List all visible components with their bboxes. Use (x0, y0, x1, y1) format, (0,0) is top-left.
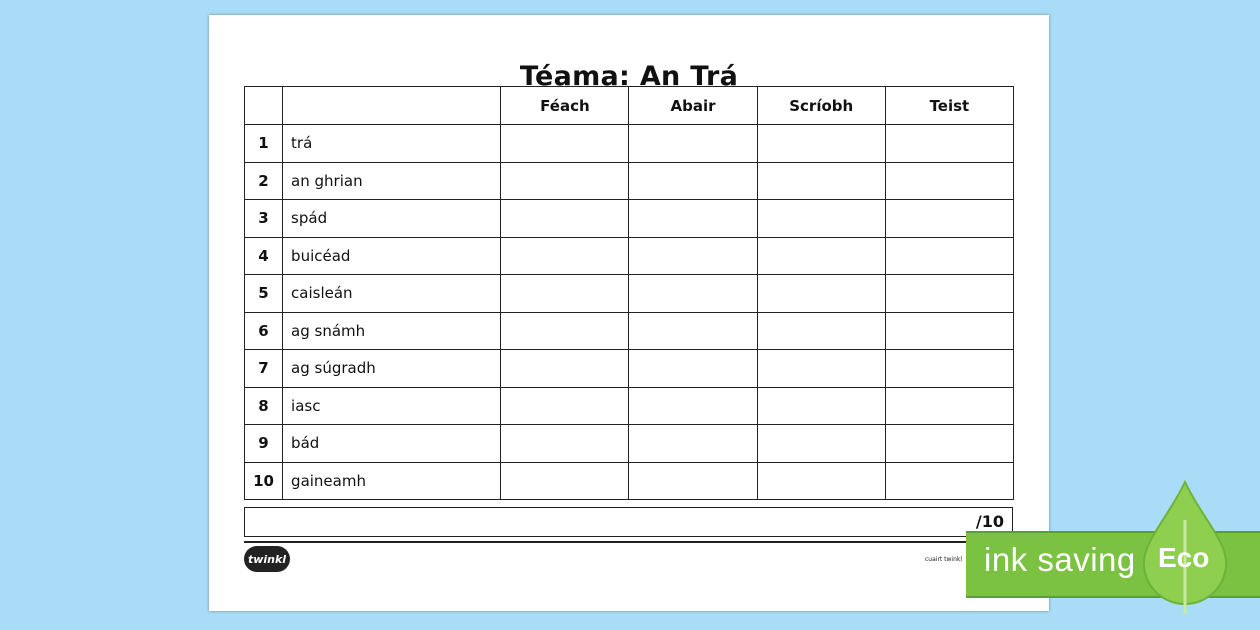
cell-abair[interactable] (629, 162, 757, 200)
score-box (244, 507, 1013, 537)
cell-abair[interactable] (629, 200, 757, 238)
table-row (245, 312, 1014, 350)
cell-feach[interactable] (501, 387, 629, 425)
cell-abair[interactable] (629, 275, 757, 313)
cell-feach[interactable] (501, 425, 629, 463)
cell-feach[interactable] (501, 237, 629, 275)
cell-scriobh[interactable] (757, 387, 885, 425)
cell-teist[interactable] (885, 387, 1013, 425)
row-word: ag súgradh (283, 350, 501, 388)
cell-feach[interactable] (501, 275, 629, 313)
table-row (245, 275, 1014, 313)
cell-abair[interactable] (629, 462, 757, 500)
row-word: iasc (283, 387, 501, 425)
table-row (245, 162, 1014, 200)
row-number: 10 (245, 462, 283, 500)
row-word: buicéad (283, 237, 501, 275)
cell-scriobh[interactable] (757, 237, 885, 275)
table-row (245, 237, 1014, 275)
table-row (245, 125, 1014, 163)
cell-abair[interactable] (629, 125, 757, 163)
footer-text: cuairt twinkl (925, 556, 963, 563)
row-number: 2 (245, 162, 283, 200)
cell-abair[interactable] (629, 312, 757, 350)
row-word: spád (283, 200, 501, 238)
cell-teist[interactable] (885, 237, 1013, 275)
cell-feach[interactable] (501, 350, 629, 388)
table-row (245, 462, 1014, 500)
footer-divider (244, 541, 1014, 543)
cell-feach[interactable] (501, 462, 629, 500)
table-row (245, 387, 1014, 425)
cell-scriobh[interactable] (757, 275, 885, 313)
header-number (245, 87, 283, 125)
row-number: 9 (245, 425, 283, 463)
cell-teist[interactable] (885, 462, 1013, 500)
cell-teist[interactable] (885, 200, 1013, 238)
cell-abair[interactable] (629, 387, 757, 425)
row-number: 5 (245, 275, 283, 313)
cell-scriobh[interactable] (757, 200, 885, 238)
header-word (283, 87, 501, 125)
cell-feach[interactable] (501, 162, 629, 200)
cell-scriobh[interactable] (757, 425, 885, 463)
twinkl-logo: twinkl (244, 546, 290, 572)
row-word: ag snámh (283, 312, 501, 350)
row-number: 8 (245, 387, 283, 425)
cell-teist[interactable] (885, 350, 1013, 388)
header-scriobh: Scríobh (757, 87, 885, 125)
row-number: 7 (245, 350, 283, 388)
cell-teist[interactable] (885, 275, 1013, 313)
cell-teist[interactable] (885, 425, 1013, 463)
cell-scriobh[interactable] (757, 462, 885, 500)
row-word: trá (283, 125, 501, 163)
cell-scriobh[interactable] (757, 125, 885, 163)
cell-teist[interactable] (885, 312, 1013, 350)
cell-feach[interactable] (501, 125, 629, 163)
cell-teist[interactable] (885, 162, 1013, 200)
table-row (245, 350, 1014, 388)
table-row (245, 200, 1014, 238)
row-word: an ghrian (283, 162, 501, 200)
row-number: 4 (245, 237, 283, 275)
cell-scriobh[interactable] (757, 350, 885, 388)
header-feach: Féach (501, 87, 629, 125)
cell-abair[interactable] (629, 425, 757, 463)
table-row (245, 425, 1014, 463)
eco-label: Eco (1158, 542, 1210, 573)
table-header-row (245, 87, 1014, 125)
row-word: bád (283, 425, 501, 463)
row-number: 1 (245, 125, 283, 163)
cell-abair[interactable] (629, 237, 757, 275)
spelling-table (244, 86, 1014, 500)
score-label: /10 (975, 512, 1004, 531)
cell-teist[interactable] (885, 125, 1013, 163)
header-abair: Abair (629, 87, 757, 125)
row-word: caisleán (283, 275, 501, 313)
cell-abair[interactable] (629, 350, 757, 388)
ink-saving-label: ink saving (984, 541, 1136, 578)
cell-feach[interactable] (501, 312, 629, 350)
row-number: 6 (245, 312, 283, 350)
cell-scriobh[interactable] (757, 162, 885, 200)
cell-scriobh[interactable] (757, 312, 885, 350)
page-title: Téama: An Trá (519, 61, 739, 92)
row-word: gaineamh (283, 462, 501, 500)
row-number: 3 (245, 200, 283, 238)
cell-feach[interactable] (501, 200, 629, 238)
worksheet-page (209, 15, 1049, 611)
header-teist: Teist (885, 87, 1013, 125)
